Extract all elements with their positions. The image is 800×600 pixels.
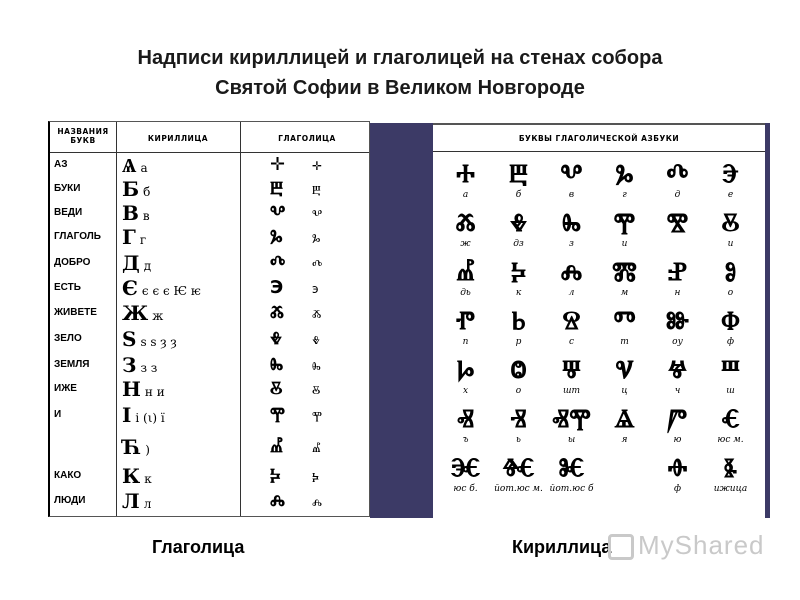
letter-transliteration: юс м. [717,435,744,445]
glagolitic-letter-cell [598,453,651,501]
glagolitic-letter-cell [704,404,757,452]
glagolitic-letter: Ⰾ Ⰾ [270,490,323,511]
glagolitic-letter-cell [439,453,492,501]
letter-transliteration: ь [516,435,521,445]
caption-glagolitic: Глаголица [152,537,245,557]
letter-transliteration: йот.юс м. [494,484,543,494]
glagolitic-letter-cell [598,306,651,354]
letter-row [50,202,370,224]
letter-row [50,328,370,350]
glagolitic-letter-cell [651,257,704,305]
header-divider [50,152,369,153]
letter-transliteration: ю [673,435,682,445]
letter-name: ЛЮДИ [54,495,86,506]
glagolitic-letter-cell [492,208,545,256]
glagolitic-letter: Ⰴ Ⰴ [270,252,323,273]
glagolitic-glyph: Ⱍ [667,355,688,385]
letter-transliteration: ч [674,386,681,396]
glagolitic-glyph: Ⱁ [724,257,737,287]
cyrillic-letter: Гг [122,225,147,249]
glagolitic-glyph: Ⰼ [456,257,475,287]
glagolitic-glyph: Ⱔ [721,404,740,434]
cyrillic-letter: Лл [122,489,152,513]
letter-transliteration: и [621,239,628,249]
letter-name: ЖИВЕТЕ [54,307,97,318]
letter-transliteration: з [569,239,574,249]
cyrillic-letter: Єє є є Ѥ ѥ [122,276,201,300]
glagolitic-glyph: Ⰿ [612,257,637,287]
letter-transliteration: оу [672,337,683,347]
letter-transliteration: к [515,288,522,298]
letter-row [50,436,370,458]
cyrillic-letter: Ѕѕ ѕ ȝ ȝ [122,327,177,351]
glagolitic-letter-cell [439,306,492,354]
cyrillic-letter: Зз з [122,353,158,377]
letter-row [50,178,370,200]
glagolitic-letter-cell [545,208,598,256]
glagolitic-letter-cell [704,355,757,403]
glagolitic-letter-cell [598,159,651,207]
glagolitic-glyph: Ⰱ [509,159,528,189]
caption-cyrillic: Кириллица [512,537,612,557]
glagolitic-letter-cell [545,404,598,452]
glagolitic-letter-cell [439,257,492,305]
letter-name: КАКО [54,470,82,481]
letter-transliteration: ф [726,337,735,347]
glagolitic-glyph: Ⱚ [667,453,688,483]
letter-transliteration: т [620,337,629,347]
divider-band-right [765,123,770,518]
glagolitic-letter: Ⰶ Ⰶ [270,302,322,323]
glagolitic-glyph: Ⱙ [502,453,535,483]
glagolitic-letter-cell [439,404,492,452]
glagolitic-letter: Ⰱ Ⰱ [270,178,321,199]
cyrillic-glagolitic-table [48,121,370,517]
cyrillic-letter: Бб [122,177,151,201]
glagolitic-glyph: Ⰸ [561,208,582,238]
glagolitic-letter-cell [492,159,545,207]
glagolitic-glyph: Ⱗ [450,453,481,483]
glagolitic-glyph: Ⱑ [614,404,635,434]
glagolitic-letter: Ⰲ Ⰲ [270,202,323,223]
glagolitic-glyph: Ⱓ [667,404,688,434]
letter-transliteration: е [727,190,734,200]
glagolitic-glyph: Ⰲ [560,159,583,189]
letter-transliteration: ж [460,239,471,249]
letter-transliteration: д [674,190,681,200]
letter-name: ЗЕЛО [54,333,82,344]
watermark-icon [608,534,634,560]
glagolitic-letter-cell [598,355,651,403]
letter-transliteration: ш [726,386,735,396]
glagolitic-glyph: ⰟⰉ [552,404,591,434]
glagolitic-letter-cell [651,355,704,403]
glagolitic-letter-cell [651,208,704,256]
glagolitic-letter-cell [704,257,757,305]
letter-transliteration: б [515,190,522,200]
watermark-text: MyShared [638,530,765,560]
letter-transliteration: я [621,435,628,445]
glagolitic-letter-cell [704,306,757,354]
letter-transliteration: ы [567,435,576,445]
letter-row [50,490,370,512]
glagolitic-letter: ✛ ✛ [270,154,323,175]
letter-name: БУКИ [54,183,81,194]
glagolitic-glyph: Ⱆ [665,306,690,336]
alphabet-header: БУКВЫ ГЛАГОЛИЧЕСКОЙ АЗБУКИ [433,127,765,152]
cyrillic-letter: Жж [122,301,164,325]
letter-name: АЗ [54,159,68,170]
letter-row [50,302,370,324]
glagolitic-glyph: Ⱌ [615,355,634,385]
header-cyrillic: КИРИЛЛИЦА [147,134,209,143]
glagolitic-letter: Ⰳ Ⰳ [270,226,321,247]
glagolitic-letter-cell [492,257,545,305]
cyrillic-letter: Нн и [122,377,165,401]
letter-transliteration: ф [673,484,682,494]
glagolitic-glyph: Ⱈ [456,355,475,385]
glagolitic-letter-cell [704,159,757,207]
glagolitic-glyph: Ⱉ [510,355,527,385]
glagolitic-letter-cell [598,404,651,452]
glagolitic-glyph: Ⰻ [721,208,740,238]
glagolitic-glyph: Ⰰ [456,159,475,189]
letter-name: ВЕДИ [54,207,83,218]
letter-row [50,226,370,248]
cyrillic-letter: Іі (ι) ї [122,403,165,427]
glagolitic-letter-cell [598,257,651,305]
glagolitic-glyph: Ⱎ [721,355,740,385]
letter-row [50,404,370,426]
letter-transliteration: йот.юс б [549,484,594,494]
letter-name: ДОБРО [54,257,91,268]
glagolitic-letter: Ⰸ Ⰸ [270,354,321,375]
cyrillic-letter: Вв [122,201,150,225]
letter-row [50,277,370,299]
page-title-line-2: Святой Софии в Великом Новгороде [215,77,585,99]
glagolitic-glyph: Ⰷ [509,208,528,238]
glagolitic-letter-cell [651,453,704,501]
letter-transliteration: р [515,337,522,347]
cyrillic-letter: Ѧа [122,153,148,177]
header-glagolitic: ГЛАГОЛИЦА [278,134,336,143]
glagolitic-glyph: Ⱛ [723,453,738,483]
glagolitic-glyph: Ⰺ [666,208,689,238]
glagolitic-letter-cell [492,453,545,501]
glagolitic-letter: Ⰼ Ⰼ [270,436,321,457]
letter-transliteration: дз [513,239,524,249]
glagolitic-glyph: Ⱋ [562,355,581,385]
glagolitic-letter: Ⰻ Ⰻ [270,378,321,399]
glagolitic-glyph: Ⱐ [510,404,527,434]
glagolitic-letter-cell [545,453,598,501]
glagolitic-glyph: Ⱀ [667,257,688,287]
glagolitic-letter-cell [492,306,545,354]
glagolitic-glyph: Ⱄ [562,306,581,336]
glagolitic-letter-cell [439,159,492,207]
divider-band [370,123,433,518]
letter-transliteration: а [462,190,469,200]
glagolitic-glyph: Ⰶ [455,208,476,238]
glagolitic-glyph: Ⱂ [455,306,476,336]
glagolitic-letter-cell [651,404,704,452]
glagolitic-letter: Ⰹ Ⰹ [270,404,323,425]
glagolitic-glyph: Ⰽ [510,257,527,287]
letter-transliteration: н [674,288,681,298]
letter-transliteration: дь [460,288,471,298]
glagolitic-letter-cell [439,355,492,403]
glagolitic-letter-cell [651,306,704,354]
letter-transliteration: юс б. [453,484,478,494]
letter-name: И [54,409,62,420]
letter-row [50,378,370,400]
glagolitic-letter-cell [545,306,598,354]
letter-name: ЕСТЬ [54,282,81,293]
glagolitic-glyph: Ⱅ [613,306,636,336]
glagolitic-letter-cell [492,355,545,403]
header-letter-names: НАЗВАНИЯ БУКВ [57,127,109,145]
letter-transliteration: ц [621,386,628,396]
glagolitic-letter-cell [545,159,598,207]
letter-name: ИЖЕ [54,383,77,394]
letter-transliteration: п [462,337,469,347]
glagolitic-letter-cell [598,208,651,256]
glagolitic-glyph: Ⱘ [558,453,585,483]
letter-name: ГЛАГОЛЬ [54,231,101,242]
glagolitic-letter-cell [651,159,704,207]
glagolitic-glyph: Ⱇ [721,306,740,336]
page-title-line-1: Надписи кириллицей и глаголицей на стенах собора [137,47,663,69]
glagolitic-glyph: Ⰹ [613,208,636,238]
glagolitic-letter: Ⰽ Ⰽ [270,465,319,486]
letter-row [50,252,370,274]
letter-transliteration: г [622,190,627,200]
glagolitic-letter-cell [545,355,598,403]
glagolitic-glyph: Ⱏ [456,404,475,434]
letter-transliteration: о [515,386,522,396]
glagolitic-letter-cell [492,404,545,452]
letter-transliteration: х [462,386,469,396]
glagolitic-glyph: Ⰵ [722,159,739,189]
letter-transliteration: ъ [462,435,469,445]
glagolitic-glyph: Ⰾ [560,257,583,287]
letter-transliteration: шт [562,386,581,396]
glagolitic-letter-cell [704,453,757,501]
letter-transliteration: и [727,239,734,249]
letter-row [50,465,370,487]
glagolitic-glyph: Ⰳ [615,159,634,189]
letter-name: ЗЕМЛЯ [54,359,90,370]
glagolitic-letter-cell [439,208,492,256]
letter-transliteration: ижица [713,484,748,494]
letter-row [50,154,370,176]
cyrillic-letter: Дд [122,251,152,275]
glagolitic-letter: Ⰷ Ⰷ [270,328,320,349]
glagolitic-letter-cell [704,208,757,256]
glagolitic-alphabet-table [433,123,765,518]
cyrillic-letter: Ћ ) [122,435,150,459]
glagolitic-glyph: Ⰴ [666,159,689,189]
letter-transliteration: в [568,190,575,200]
letter-transliteration: м [620,288,629,298]
letter-transliteration: л [568,288,575,298]
glagolitic-letter-cell [545,257,598,305]
watermark-logo [608,530,765,561]
letter-transliteration: о [727,288,734,298]
letter-row [50,354,370,376]
cyrillic-letter: Кк [122,464,152,488]
letter-transliteration: с [568,337,575,347]
glagolitic-glyph: Ⱃ [511,306,526,336]
glagolitic-letter: Э э [270,277,319,298]
